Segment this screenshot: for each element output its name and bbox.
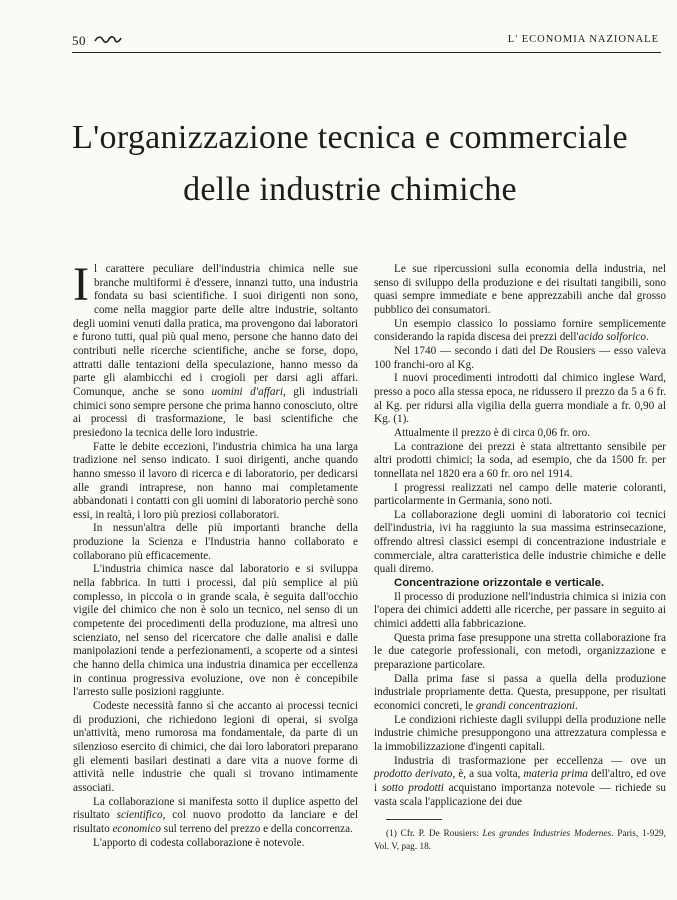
left-column: [73, 258, 358, 850]
footnote-rule: [386, 819, 442, 820]
paragraph: Codeste necessità fanno sì che accanto ai processi tecnici di produzioni, che richiedono legioni di operai, si svolga un'attività, meno rumorosa ma fondamentale, da parte di un silenzioso esercito di chimici, che dai loro laboratori preparano gli elementi basilari destinati a dare vita a nuove forme di attività nelle industrie che quali si trovano intimamente associati.: [73, 700, 358, 794]
paragraph: Le condizioni richieste dagli sviluppi della produzione nelle industrie chimiche presuppongono una attrezzatura complessa e la immobilizzazione d'ingenti capitali.: [374, 713, 666, 753]
page-number: 50: [72, 33, 86, 48]
paragraph: Il processo di produzione nell'industria chimica si inizia con l'opera dei chimici addetti alle ricerche, per passare in seguito ai chimici addetti alla fabbricazione.: [374, 590, 666, 631]
paragraph: Industria di trasformazione per eccellenza — ove un prodotto derivato, è, a sua volta, materia prima dell'altro, ed ove i sotto prodotti acquistano importanza notevole — richiede su vasta scala l'applicazione dei due: [374, 754, 667, 808]
paragraph: Nel 1740 — secondo i dati del De Rousiers — esso valeva 100 franchi-oro al Kg.: [374, 344, 666, 371]
paragraph: L'apporto di codesta collaborazione è notevole.: [93, 836, 305, 849]
right-column: [374, 263, 666, 853]
paragraph: I nuovi procedimenti introdotti dal chimico inglese Ward, presso a poco alla stessa epoca, ne ridussero il prezzo da 5 a 6 fr. al Kg. per ridursi alla vigilia della guerra mondiale a fr. 0,90 al Kg. (1).: [374, 372, 666, 426]
paragraph: Le sue ripercussioni sulla economia della industria, nel senso di sviluppo della produzione e dei risultati tangibili, sono quasi sempre immediate e bene apprezzabili anche dal grosso pubblico dei consumatori.: [374, 263, 666, 316]
paragraph: In nessun'altra delle più importanti branche della produzione la Scienza e l'Industria hanno collaborato e collaborano più efficacemente.: [73, 522, 358, 562]
article-title: [40, 112, 660, 216]
journal-title: L' ECONOMIA NAZIONALE: [507, 34, 659, 45]
paragraph: Questa prima fase presuppone una stretta collaborazione fra le due categorie professionali, con metodi, organizzazione e preparazione particolare.: [374, 631, 666, 672]
section-heading: Concentrazione orizzontale e verticale.: [394, 577, 605, 590]
paragraph: Il carattere peculiare dell'industria chimica nelle sue branche multiformi è d'essere, innanzi tutto, una industria fondata su basi scientifiche. I suoi dirigenti non sono, come nella maggior parte delle altre industrie, soltanto degli uomini venuti dalla pratica, ma provengono dai laboratori e furono tutti, qual più qual meno, persone che hanno dato dei contributi nelle ricerche scientifiche, anche se forse, dopo, attratti dalle tentazioni della speculazione, hanno messo da parte gli alambicchi ed i crogioli per darsi agli affari. Comunque, anche se sono uomini d'affari, gli industriali chimici sono sempre persone che prima hanno conosciuto, oltre ai processi di trasformazione, le basi scientifiche che presiedono la tecnica delle loro industrie.: [73, 258, 358, 439]
paragraph: Attualmente il prezzo è di circa 0,06 fr. oro.: [394, 426, 591, 439]
paragraph: La collaborazione degli uomini di laboratorio coi tecnici dell'industria, ivi ha raggiunto la sua massima estrinsecazione, offrendo altresì classici esempi di concentrazione industriale e commerciale, altra caratteristica delle industrie chimiche e delle quali diremo.: [374, 508, 666, 576]
paragraph: L'industria chimica nasce dal laboratorio e si sviluppa nella fabbrica. In tutti i processi, dal più semplice al più complesso, in piccola o in grande scala, è seguita dall'occhio vigile del chimico che non è solo un tecnico, nel senso di un competente dei procedimenti della produzione, ma altresì uno scienziato, nel senso del ricercatore che dalle analisi e dalle manipolazioni tende a perfezionamenti, a scoperte od a sintesi che hanno della chimica una industria dinamica per eccellenza in continua progressiva evoluzione, ove non è concepibile l'arresto sulle posizioni raggiunte.: [73, 563, 358, 699]
paragraph: Dalla prima fase si passa a quella della produzione industriale propriamente detta. Questa, presuppone, per risultati economici concreti, le grandi concentrazioni.: [374, 672, 666, 712]
running-header: [72, 33, 659, 49]
paragraph: Fatte le debite eccezioni, l'industria chimica ha una larga tradizione nel senso indicato. I suoi dirigenti, anche quando hanno smesso il lavoro di ricerca e di laboratorio, per dedicarsi alle grandi intraprese, non hanno mai completamente abbandonati i contatti con gli uomini di laboratorio perchè sono essi, in realtà, i loro più preziosi collaboratori.: [73, 440, 358, 521]
footnote: (1) Cfr. P. De Rousiers: Les grandes Industries Modernes. Paris, 1-929, Vol. V, pag. 18.: [374, 829, 667, 852]
paragraph: Un esempio classico lo possiamo fornire semplicemente considerando la rapida discesa dei prezzi dell'acido solforico.: [374, 317, 666, 344]
header-rule: [72, 52, 661, 53]
ornament-icon: [94, 35, 122, 44]
paragraph: La contrazione dei prezzi è stata altrettanto sensibile per altri prodotti chimici; la soda, ad esempio, che da 1500 fr. per tonnellata nel 1820 era a 60 fr. oro nel 1914.: [374, 440, 666, 480]
title-line-1: L'organizzazione tecnica e commerciale: [72, 119, 628, 156]
paragraph: I progressi realizzati nel campo delle materie coloranti, particolarmente in Germania, sono noti.: [374, 481, 666, 508]
drop-cap: I: [73, 258, 89, 311]
title-line-2: delle industrie chimiche: [183, 171, 517, 208]
paragraph: La collaborazione si manifesta sotto il duplice aspetto del risultato scientifico, col nuovo prodotto da lanciare e del risultato economico sul terreno del prezzo e della concorrenza.: [73, 795, 358, 835]
